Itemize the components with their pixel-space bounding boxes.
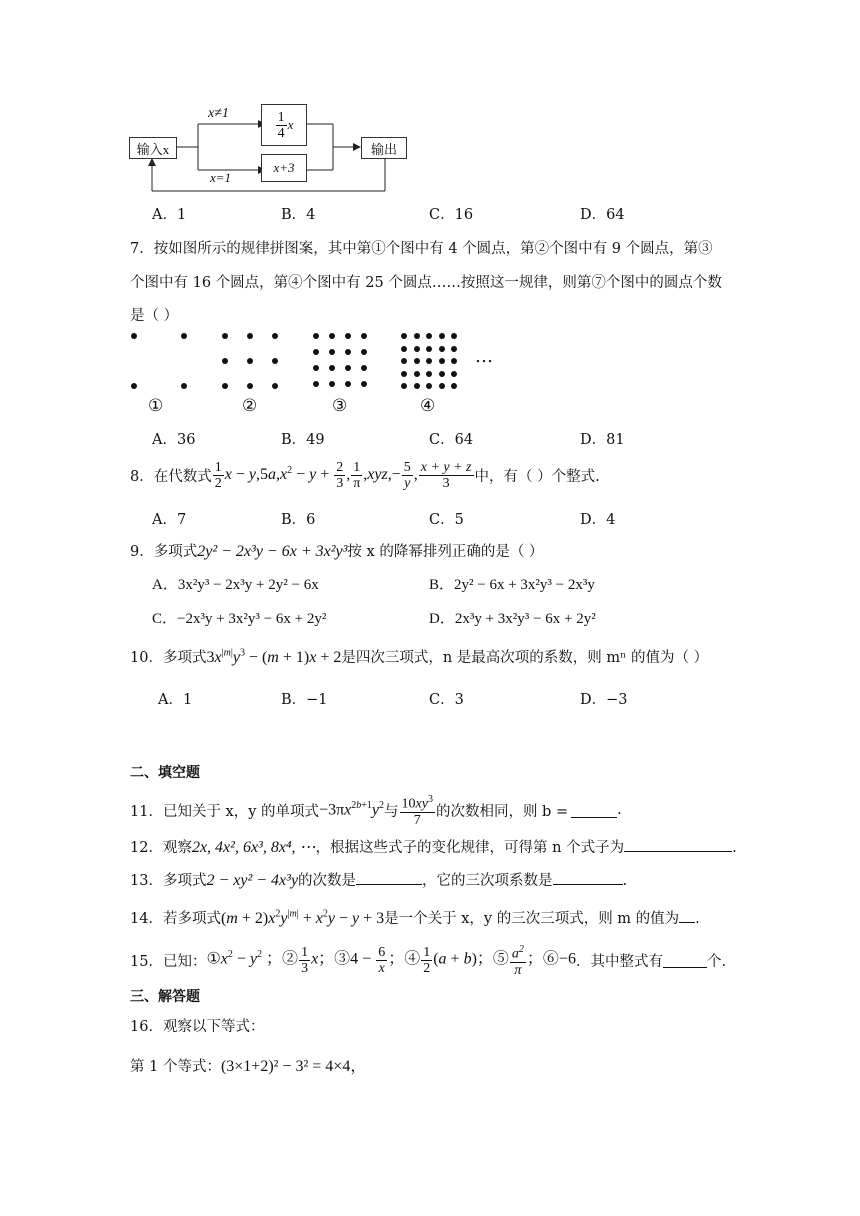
q7-text-line1: 7．按如图所示的规律拼图案，其中第①个图中有 4 个圆点，第②个图中有 9 个圆点，第③ xyxy=(130,241,713,257)
dot-fig4 xyxy=(426,371,432,377)
dot-fig4 xyxy=(414,333,420,339)
q11-question xyxy=(130,790,622,830)
q10-option-a: A．1 xyxy=(158,692,193,708)
dot-fig4 xyxy=(451,383,457,389)
q13-question xyxy=(130,869,627,890)
q11-end: . xyxy=(617,802,622,818)
flow-input-box xyxy=(129,137,177,159)
flow-box-x-plus-3 xyxy=(261,154,307,182)
frac-1-4: $\frac{1}{4}$ xyxy=(277,109,285,141)
q10-polynomial: $3x^{|m|}y^3 - (m + 1)x + 2$ xyxy=(206,647,342,666)
dot-fig3 xyxy=(313,381,319,387)
q13-end: . xyxy=(622,873,628,889)
q7-text-line2: 个图中有 16 个圆点，第④个图中有 25 个圆点……按照这一规律，则第⑦个图中的圆点个数 xyxy=(130,275,722,291)
q11-mid: 与 xyxy=(384,803,399,820)
dot-fig3 xyxy=(329,333,335,339)
q8-option-a: A．7 xyxy=(152,512,187,528)
flow-box-bottom-label: x+3 xyxy=(273,160,295,175)
q14-question xyxy=(130,907,700,928)
q10-question xyxy=(130,646,708,667)
dot-fig3 xyxy=(345,349,351,355)
dot-fig4 xyxy=(401,333,407,339)
q8-option-c: C．5 xyxy=(429,512,464,528)
q15-end: 个. xyxy=(706,953,727,970)
dot-fig4 xyxy=(414,371,420,377)
dot-fig3 xyxy=(313,349,319,355)
figure-label-4: ④ xyxy=(420,396,436,416)
q16-eq1-label: 第 1 个等式： xyxy=(130,1059,221,1075)
q9-option-b: B．2y² − 6x + 3x²y³ − 2x³y xyxy=(429,577,595,593)
dot-fig1 xyxy=(131,333,137,339)
dot-fig4 xyxy=(401,358,407,364)
dot-fig2 xyxy=(272,358,278,364)
q14-end: . xyxy=(695,911,700,927)
q12-prefix: 12．观察 xyxy=(130,840,192,856)
q12-sequence: 2x, 4x², 6x³, 8x⁴, ⋯ xyxy=(191,839,316,856)
dot-fig4 xyxy=(451,371,457,377)
dot-fig4 xyxy=(451,333,457,339)
q15-answer-blank[interactable] xyxy=(663,953,707,968)
flow-output-box xyxy=(361,137,407,159)
figure-label-2: ② xyxy=(242,396,258,416)
q15-question xyxy=(130,940,726,980)
q11-monomial: $-3\pi x^{2b+1}y^2$ xyxy=(319,800,385,819)
q10-option-b: B．−1 xyxy=(281,692,328,708)
dot-fig2 xyxy=(222,383,228,389)
dot-fig3 xyxy=(361,349,367,355)
q16-question: 16．观察以下等式： xyxy=(130,1019,265,1035)
q15-prefix: 15．已知： xyxy=(130,953,207,970)
dot-fig3 xyxy=(313,333,319,339)
q8-prefix: 8．在代数式 xyxy=(130,468,212,485)
q6-option-c: C．16 xyxy=(429,207,474,223)
dot-fig3 xyxy=(361,365,367,371)
q9-option-a: A．3x²y³ − 2x³y + 2y² − 6x xyxy=(152,577,319,593)
q15-items: $①x^2 - y^2$ ；② $\frac{1}{3}$ x；③4 − $\frac{6}{x}$ ；④ $\frac{1}{2}$ (a + b)；⑤ $\frac{a^2}{\pi}$ ；⑥−6 xyxy=(206,944,576,978)
q11-prefix: 11．已知关于 x，y 的单项式 xyxy=(130,803,320,820)
q8-suffix: 中，有（ ）个整式. xyxy=(474,468,600,485)
q12-end: . xyxy=(732,840,737,856)
dot-fig3 xyxy=(329,349,335,355)
dot-fig4 xyxy=(439,358,445,364)
q13-mid: 的次数是 xyxy=(298,873,357,889)
dot-fig4 xyxy=(414,346,420,352)
q15-suffix: ．其中整式有 xyxy=(575,953,663,970)
dot-fig4 xyxy=(426,383,432,389)
dot-fig2 xyxy=(222,358,228,364)
q14-polynomial: $(m + 2)x^2y^{|m|} + x^2y - y + 3$ xyxy=(220,908,385,927)
q14-suffix: 是一个关于 x，y 的三次三项式，则 m 的值为 xyxy=(384,911,680,927)
flow-output-label: 输出 xyxy=(370,141,397,157)
q13-coef-blank[interactable] xyxy=(553,870,623,885)
q12-suffix: ，根据这些式子的变化规律，可得第 n 个式子为 xyxy=(315,840,625,856)
q14-prefix: 14．若多项式 xyxy=(130,911,221,927)
flow-input-label: 输入x xyxy=(136,141,170,157)
dot-fig2 xyxy=(272,383,278,389)
q9-option-d: D．2x³y + 3x²y³ − 6x + 2y² xyxy=(429,611,596,627)
q7-option-d: D．81 xyxy=(580,432,625,448)
dot-fig4 xyxy=(414,383,420,389)
figure-label-3: ③ xyxy=(332,396,348,416)
q6-option-b: B．4 xyxy=(281,207,316,223)
dot-fig4 xyxy=(451,346,457,352)
dot-fig3 xyxy=(345,381,351,387)
dot-fig4 xyxy=(439,346,445,352)
q13-prefix: 13．多项式 xyxy=(130,873,207,889)
dot-fig4 xyxy=(401,371,407,377)
q8-option-d: D．4 xyxy=(580,512,616,528)
dot-fig2 xyxy=(247,358,253,364)
q9-option-c: C．−2x³y + 3x²y³ − 6x + 2y² xyxy=(152,611,327,627)
dot-fig4 xyxy=(451,358,457,364)
dot-fig3 xyxy=(345,333,351,339)
q10-option-c: C．3 xyxy=(429,692,464,708)
q12-question xyxy=(130,836,737,857)
q10-suffix: 是四次三项式，n 是最高次项的系数，则 mⁿ 的值为（ ） xyxy=(341,650,709,666)
dot-fig3 xyxy=(313,365,319,371)
q9-prefix: 9．多项式 xyxy=(130,544,198,560)
q16-eq1: (3×1+2)² − 3² = 4×4， xyxy=(220,1058,367,1075)
dot-fig2 xyxy=(247,383,253,389)
q14-answer-blank[interactable] xyxy=(679,908,695,923)
dot-fig3 xyxy=(345,365,351,371)
q7-text-line3: 是（ ） xyxy=(130,308,179,324)
dot-fig4 xyxy=(414,358,420,364)
q13-mid2: ，它的三次项系数是 xyxy=(422,873,553,889)
figure-label-1: ① xyxy=(148,396,164,416)
q8-question xyxy=(130,457,600,493)
q9-polynomial: 2y² − 2x³y − 6x + 3x²y³ xyxy=(197,543,348,560)
q7-option-c: C．64 xyxy=(429,432,474,448)
dot-fig4 xyxy=(401,346,407,352)
q6-option-a: A．1 xyxy=(152,207,187,223)
q11-answer-blank[interactable] xyxy=(571,803,617,818)
q7-option-a: A．36 xyxy=(152,432,196,448)
dot-fig2 xyxy=(222,333,228,339)
q10-option-d: D．−3 xyxy=(580,692,628,708)
flow-box-quarter-x: $\frac{1}{4}$ x xyxy=(261,104,307,146)
q9-suffix: 按 x 的降幂排列正确的是（ ） xyxy=(347,544,544,560)
section-solve-heading: 三、解答题 xyxy=(130,989,200,1005)
dot-fig4 xyxy=(426,333,432,339)
section-fill-in-heading: 二、填空题 xyxy=(130,765,200,781)
dot-fig3 xyxy=(329,381,335,387)
q10-prefix: 10．多项式 xyxy=(130,650,207,666)
q13-degree-blank[interactable] xyxy=(356,870,422,885)
dot-fig1 xyxy=(131,383,137,389)
dot-fig3 xyxy=(361,333,367,339)
flow-cond-eq: x=1 xyxy=(210,170,232,185)
q8-expressions: $\frac{1}{2}$ $x - y,5a,x^2 - y$ + $\frac{2}{3}$ , $\frac{1}{\pi}$ ,xyz,− $\frac{5}{y}$ , $\frac{x + y + z}{3}$ xyxy=(214,459,472,491)
dot-fig4 xyxy=(401,383,407,389)
q9-question xyxy=(130,540,543,561)
dot-fig3 xyxy=(329,365,335,371)
q13-polynomial: 2 − xy² − 4x³y xyxy=(206,872,299,889)
dot-fig4 xyxy=(439,383,445,389)
q11-suffix: 的次数相同，则 b = xyxy=(435,803,569,820)
q8-option-b: B．6 xyxy=(281,512,316,528)
dot-fig1 xyxy=(181,333,187,339)
dot-fig4 xyxy=(426,358,432,364)
flow-cond-ne: x≠1 xyxy=(208,106,229,121)
dot-fig1 xyxy=(181,383,187,389)
q11-fraction: $\frac{10xy^3}{7}$ xyxy=(401,794,433,828)
q12-answer-blank[interactable] xyxy=(624,837,732,852)
dot-fig4 xyxy=(426,346,432,352)
q6-option-d: D．64 xyxy=(580,207,625,223)
dot-fig3 xyxy=(361,381,367,387)
dot-fig4 xyxy=(439,371,445,377)
dot-fig4 xyxy=(439,333,445,339)
q7-option-b: B．49 xyxy=(281,432,325,448)
dot-fig2 xyxy=(272,333,278,339)
dot-fig2 xyxy=(247,333,253,339)
dots-ellipsis: … xyxy=(475,346,495,367)
q16-equation-1 xyxy=(130,1053,366,1076)
